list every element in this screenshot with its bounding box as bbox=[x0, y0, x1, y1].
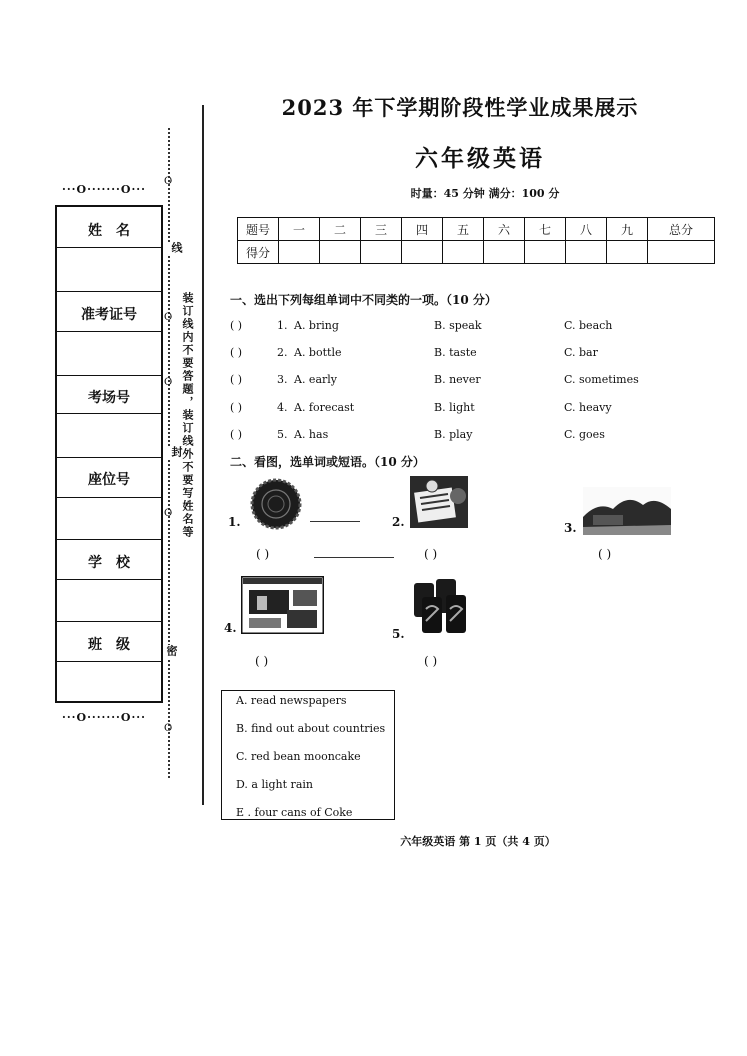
question-number: 3. bbox=[277, 373, 288, 386]
score-table-row bbox=[238, 218, 715, 241]
choice-e: E . four cans of Coke bbox=[236, 806, 353, 819]
option-b: B. play bbox=[434, 428, 473, 441]
item-number: 4. bbox=[224, 621, 237, 635]
item-number: 3. bbox=[564, 521, 577, 535]
seat-number-field[interactable] bbox=[57, 497, 161, 540]
score-cell[interactable] bbox=[484, 241, 525, 264]
answer-paren[interactable]: ( ) bbox=[230, 428, 243, 441]
answer-paren[interactable]: ( ) bbox=[230, 346, 243, 359]
newspaper-picture bbox=[410, 476, 468, 528]
answer-paren[interactable]: ( ) bbox=[256, 547, 270, 561]
top-dot-row: ···O·······O··· bbox=[62, 183, 146, 196]
school-label: 学 校 bbox=[88, 555, 130, 571]
choice-c: C. red bean mooncake bbox=[236, 750, 361, 763]
option-c: C. sometimes bbox=[564, 373, 639, 386]
answer-line bbox=[314, 557, 394, 558]
item-number: 2. bbox=[392, 515, 405, 529]
option-a: A. bottle bbox=[294, 346, 342, 359]
question-number: 5. bbox=[277, 428, 288, 441]
school-field[interactable] bbox=[57, 579, 161, 622]
score-cell[interactable] bbox=[443, 241, 484, 264]
col-header: 二 bbox=[320, 218, 361, 241]
student-info-box bbox=[55, 205, 163, 703]
seat-number-label: 座位号 bbox=[88, 472, 130, 488]
exam-subtitle: 六年级英语 bbox=[415, 145, 545, 172]
col-header: 七 bbox=[525, 218, 566, 241]
question-number: 1. bbox=[277, 319, 288, 332]
option-b: B. speak bbox=[434, 319, 482, 332]
exam-room-label: 考场号 bbox=[88, 390, 130, 406]
col-header: 三 bbox=[361, 218, 402, 241]
seal-mark-seal: 封 bbox=[170, 446, 183, 459]
col-header: 九 bbox=[607, 218, 648, 241]
option-c: C. beach bbox=[564, 319, 613, 332]
answer-paren[interactable]: ( ) bbox=[230, 373, 243, 386]
score-cell[interactable] bbox=[320, 241, 361, 264]
class-field[interactable] bbox=[57, 661, 161, 701]
option-c: C. heavy bbox=[564, 401, 612, 414]
exam-number-field[interactable] bbox=[57, 331, 161, 376]
name-label: 姓 名 bbox=[88, 223, 130, 239]
score-cell[interactable] bbox=[402, 241, 443, 264]
col-header: 一 bbox=[279, 218, 320, 241]
option-b: B. never bbox=[434, 373, 481, 386]
seal-mark-line: 线 bbox=[170, 242, 183, 255]
exam-room-field[interactable] bbox=[57, 413, 161, 458]
option-a: A. forecast bbox=[294, 401, 355, 414]
score-cell[interactable] bbox=[566, 241, 607, 264]
section1-title: 一、选出下列每组单词中不同类的一项。（10 分） bbox=[230, 293, 497, 307]
cans-picture bbox=[410, 575, 476, 637]
choice-d: D. a light rain bbox=[236, 778, 313, 791]
name-field[interactable] bbox=[57, 247, 161, 292]
answer-paren[interactable]: ( ) bbox=[424, 547, 438, 561]
exam-title: 2023 年下学期阶段性学业成果展示 bbox=[281, 95, 639, 120]
answer-paren[interactable]: ( ) bbox=[230, 319, 243, 332]
row-label: 题号 bbox=[238, 218, 279, 241]
score-cell[interactable] bbox=[607, 241, 648, 264]
score-cell[interactable] bbox=[525, 241, 566, 264]
seal-mark-secret: 密 bbox=[165, 645, 178, 658]
col-header-total: 总分 bbox=[648, 218, 715, 241]
item-number: 5. bbox=[392, 627, 405, 641]
answer-line bbox=[310, 521, 360, 522]
page-footer: 六年级英语 第 1 页（共 4 页） bbox=[400, 835, 556, 848]
col-header: 八 bbox=[566, 218, 607, 241]
question-number: 2. bbox=[277, 346, 288, 359]
answer-paren[interactable]: ( ) bbox=[598, 547, 612, 561]
score-cell[interactable] bbox=[361, 241, 402, 264]
answer-paren[interactable]: ( ) bbox=[255, 654, 269, 668]
score-table-row bbox=[238, 241, 715, 264]
exam-number-label: 准考证号 bbox=[81, 307, 137, 323]
col-header: 六 bbox=[484, 218, 525, 241]
question-number: 4. bbox=[277, 401, 288, 414]
score-table bbox=[237, 217, 715, 264]
choice-b: B. find out about countries bbox=[236, 722, 386, 735]
answer-paren[interactable]: ( ) bbox=[424, 654, 438, 668]
score-cell[interactable] bbox=[279, 241, 320, 264]
row-label: 得分 bbox=[238, 241, 279, 264]
binding-rule bbox=[202, 105, 204, 805]
option-b: B. taste bbox=[434, 346, 477, 359]
col-header: 四 bbox=[402, 218, 443, 241]
score-cell-total[interactable] bbox=[648, 241, 715, 264]
choices-box bbox=[221, 690, 395, 820]
class-label: 班 级 bbox=[88, 637, 130, 653]
option-c: C. goes bbox=[564, 428, 605, 441]
col-header: 五 bbox=[443, 218, 484, 241]
section2-title: 二、看图，选单词或短语。（10 分） bbox=[230, 455, 425, 469]
choice-a: A. read newspapers bbox=[236, 694, 347, 707]
rain-landscape-picture bbox=[583, 487, 671, 535]
option-b: B. light bbox=[434, 401, 475, 414]
mooncake-picture bbox=[245, 478, 307, 530]
bottom-dot-row: ···O·······O··· bbox=[62, 711, 146, 724]
item-number: 1. bbox=[228, 515, 241, 529]
binding-warning: 装订线内不要答题，装订线外不要写姓名等 bbox=[181, 292, 194, 539]
option-a: A. has bbox=[294, 428, 329, 441]
option-a: A. bring bbox=[294, 319, 339, 332]
option-a: A. early bbox=[294, 373, 337, 386]
computer-screen-picture bbox=[241, 576, 324, 634]
option-c: C. bar bbox=[564, 346, 598, 359]
time-score-info: 时量：45 分钟 满分：100 分 bbox=[410, 187, 560, 200]
answer-paren[interactable]: ( ) bbox=[230, 401, 243, 414]
